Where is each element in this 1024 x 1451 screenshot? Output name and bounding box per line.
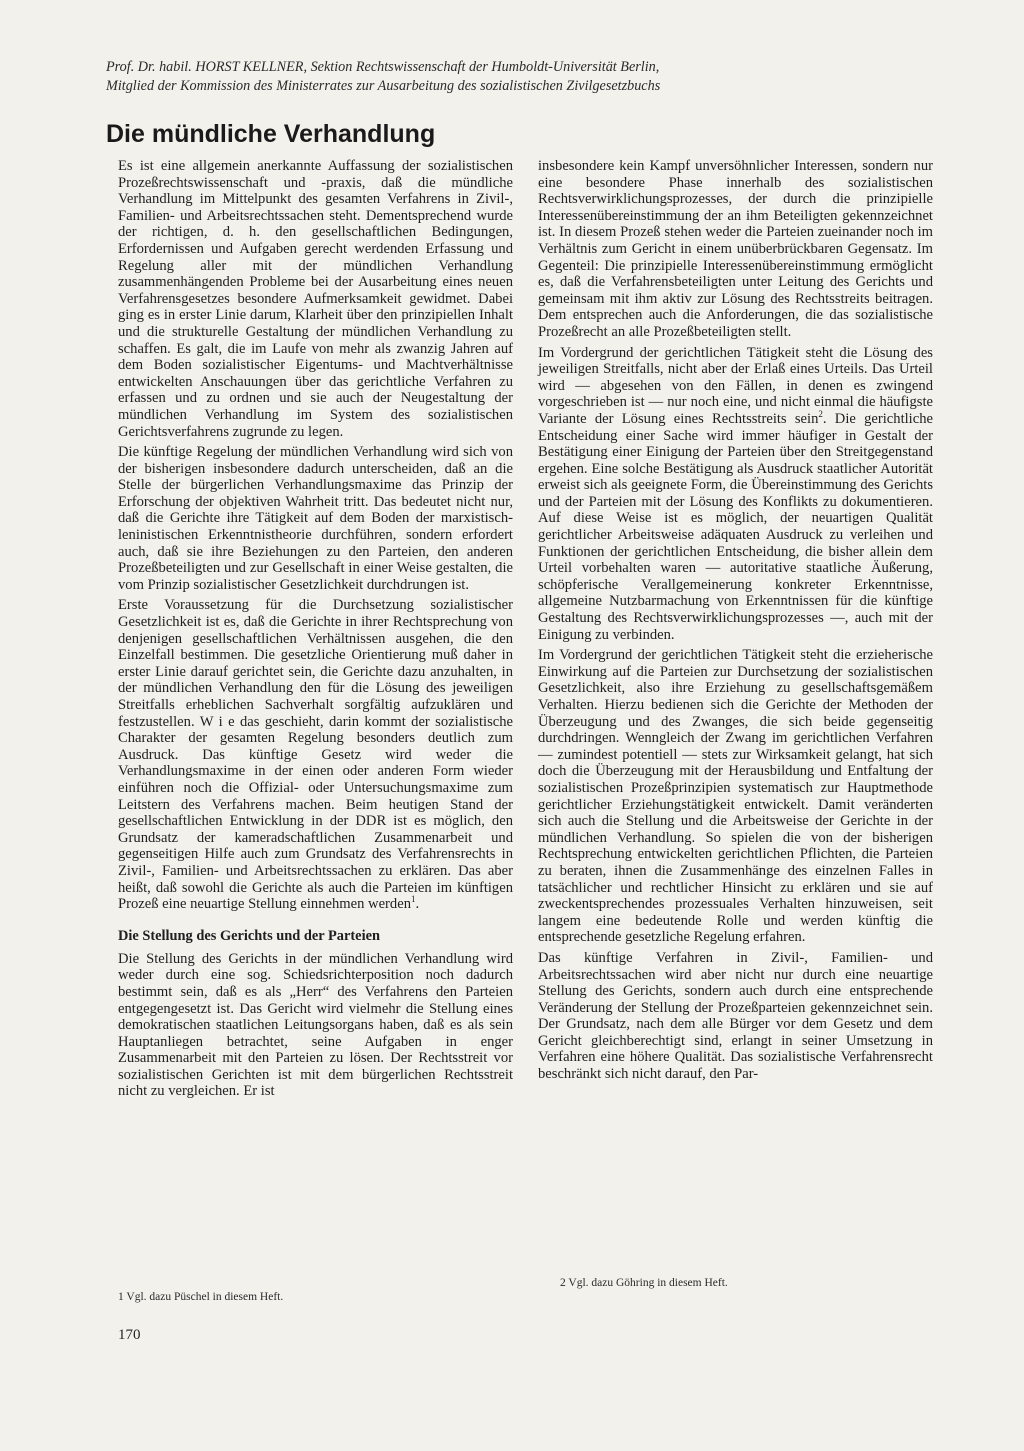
footnote-1: 1 Vgl. dazu Püschel in diesem Heft.	[118, 1291, 284, 1303]
left-column	[118, 158, 513, 1104]
author-line-1: Prof. Dr. habil. HORST KELLNER, Sektion Rechtswissenschaft der Humboldt-Universität Berlin,	[106, 59, 660, 75]
right-column	[538, 158, 933, 1087]
paragraph	[538, 345, 933, 644]
paragraph: Es ist eine allgemein anerkannte Auffassung der sozialistischen Prozeßrechtswissenschaft und -praxis, daß die mündliche Verhandlung im Mittelpunkt des gesamten Verfahrens in Zivil-, Familien- und Arbeitsrechtssachen steht. Dementsprechend wurde der richtigen, d. h. den gesellschaftlichen Bedingungen, Erfordernissen und Aufgaben gerecht werdenden Erfassung und Regelung aller mit der mündlichen Verhandlung zusammenhängenden Probleme bei der Ausarbeitung eines neuen Verfahrensgesetzes besondere Aufmerksamkeit gewidmet. Dabei ging es in erster Linie darum, Klarheit über den prinzipiellen Inhalt und die strukturelle Gestaltung der mündlichen Verhandlung zu schaffen. Es galt, die im Laufe von mehr als zwanzig Jahren auf dem Boden sozialistischer Eigentums- und Machtverhältnisse entwickelten Anschauungen über das gerichtliche Verfahren zu erfassen und zu ordnen und sie auch der Neugestaltung der mündlichen Verhandlung im System des sozialistischen Gerichtsverfahrens zugrunde zu legen.	[118, 158, 513, 440]
article-title: Die mündliche Verhandlung	[106, 120, 436, 148]
paragraph-text: . Die gerichtliche Entscheidung einer Sache wird immer häufiger in Gestalt der Bestätigung einer Einigung der Parteien über den Streitgegenstand ergehen. Eine solche Bestätigung als Ausdruck staatlicher Autorität erweist sich als geeignete Form, die Übereinstimmung des Gerichts und der Parteien mit der Lösung des Konflikts zu dokumentieren. Auf diese Weise ist es möglich, der neuartigen Qualität gerichtlicher Arbeitsweise adäquaten Ausdruck zu verleihen und Funktionen der gerichtlichen Entscheidung, die bisher allein dem Urteil vorbehalten waren — autoritative staatliche Äußerung, schöpferische Verallgemeinerung konkreter Erkenntnisse, allgemeine Nutzbarmachung von Erkenntnissen für die künftige Gestaltung des Rechtsverwirklichungsprozesses —, auch mit der Einigung zu verbinden.	[538, 410, 933, 643]
footnote-2: 2 Vgl. dazu Göhring in diesem Heft.	[560, 1277, 728, 1289]
paragraph-text: Im Vordergrund der gerichtlichen Tätigkeit steht die Lösung des jeweiligen Streitfalls, nicht aber der Erlaß eines Urteils. Das Urteil wird — abgesehen von den Fällen, in denen es zwingend vorgeschrieben ist — nur noch eine, und nicht einmal die häufigste Variante der Lösung eines Rechtsstreits sein	[538, 344, 933, 427]
author-line	[106, 58, 826, 96]
author-line-2: Mitglied der Kommission des Ministerrates zur Ausarbeitung des sozialistischen Zivilgesetzbuchs	[106, 78, 661, 94]
paragraph: insbesondere kein Kampf unversöhnlicher Interessen, sondern nur eine besondere Phase innerhalb des sozialistischen Rechtsverwirklichungsprozesses, der durch die prinzipielle Interessenübereinstimmung der an ihm Beteiligten gekennzeichnet ist. In diesem Prozeß stehen weder die Parteien zueinander noch im Verhältnis zum Gericht in einem unüberbrückbaren Gegensatz. Im Gegenteil: Die prinzipielle Interessenübereinstimmung ermöglicht es, daß die Verfahrensbeteiligten unter Leitung des Gerichts und gemeinsam mit ihm aktiv zur Lösung des Rechtsstreits beitragen. Dem entsprechen auch die Anforderungen, die das sozialistische Prozeßrecht an alle Prozeßbeteiligten stellt.	[538, 158, 933, 340]
section-heading: Die Stellung des Gerichts und der Parteien	[118, 927, 380, 944]
paragraph: Die Stellung des Gerichts in der mündlichen Verhandlung wird weder durch eine sog. Schiedsrichterposition noch dadurch bestimmt sein, daß es als „Herr“ des Verfahrens den Parteien entgegengesetzt ist. Das Gericht wird vielmehr die Stellung eines demokratischen staatlichen Leitungsorgans haben, daß es als sein Hauptanliegen betrachtet, seine Aufgaben in enger Zusammenarbeit mit den Parteien zu lösen. Der Rechtsstreit vor sozialistischen Gerichten ist mit dem bürgerlichen Rechtsstreit nicht zu vergleichen. Er ist	[118, 950, 513, 1100]
paragraph-text: Erste Voraussetzung für die Durchsetzung sozialistischer Gesetzlichkeit ist es, daß die Gerichte in ihrer Rechtsprechung von denjenigen gesellschaftlichen Verhältnissen ausgehen, die den Einzelfall bestimmen. Die gesetzliche Orientierung muß daher in erster Linie darauf gerichtet sein, die Gerichte dazu anzuhalten, in der mündlichen Verhandlung den für die Lösung des jeweiligen Streitfalls erheblichen Sachverhalt sorgfältig aufzuklären und festzustellen. W i e das geschieht, darin kommt der sozialistische Charakter der gesamten Regelung besonders deutlich zum Ausdruck. Das künftige Gesetz wird weder die Verhandlungsmaxime in der einen oder anderen Form wieder einführen noch die Offizial- oder Untersuchungsmaxime zum Leitstern des Verfahrens machen. Beim heutigen Stand der gesellschaftlichen Entwicklung in der DDR ist es möglich, den Grundsatz der kameradschaftlichen Zusammenarbeit und gegenseitigen Hilfe auch zum Grundsatz des Verfahrensrechts in Zivil-, Familien- und Arbeitsrechtssachen zu erklären. Das aber heißt, daß sowohl die Gerichte als auch die Parteien im künftigen Prozeß eine neuartige Stellung einnehmen werden	[118, 597, 513, 913]
footnote-ref: 2	[818, 409, 823, 420]
paragraph: Die künftige Regelung der mündlichen Verhandlung wird sich von der bisherigen insbesondere dadurch unterscheiden, daß an die Stelle der bürgerlichen Verhandlungsmaxime das Prinzip der Erforschung der objektiven Wahrheit tritt. Das bedeutet nicht nur, daß die Gerichte ihre Tätigkeit auf dem Boden der marxistisch-leninistischen Erkenntnistheorie durchführen, sondern erfordert auch, daß sie ihre Beziehungen zu den Parteien, den anderen Prozeßbeteiligten und zur Gesellschaft in einer Weise gestalten, die vom Prinzip sozialistischer Gesetzlichkeit durchdrungen ist.	[118, 444, 513, 593]
footnote-ref: 1	[411, 894, 416, 905]
paragraph: Erste Voraussetzung für die Durchsetzung sozialistischer Gesetzlichkeit ist es, daß die Gerichte in ihrer Rechtsprechung von denjenigen gesellschaftlichen Verhältnissen ausgehen, die den Einzelfall bestimmen. Die gesetzliche Orientierung muß daher in erster Linie darauf gerichtet sein, die Gerichte dazu anzuhalten, in der mündlichen Verhandlung den für die Lösung des jeweiligen Streitfalls erheblichen Sachverhalt sorgfältig aufzuklären und festzustellen. W i e das geschieht, darin kommt der sozialistische Charakter der gesamten Regelung besonders deutlich zum Ausdruck. Das künftige Gesetz wird weder die Verhandlungsmaxime in der einen oder anderen Form wieder einführen noch die Offizial- oder Untersuchungsmaxime zum Leitstern des Verfahrens machen. Beim heutigen Stand der gesellschaftlichen Entwicklung in der DDR ist es möglich, den Grundsatz der kameradschaftlichen Zusammenarbeit und gegenseitigen Hilfe auch zum Grundsatz des Verfahrensrechts in Zivil-, Familien- und Arbeitsrechtssachen zu erklären. Das aber heißt, daß sowohl die Gerichte als auch die Parteien im künftigen Prozeß eine neuartige Stellung einnehmen werden$^1$.	[118, 597, 513, 913]
paragraph: Im Vordergrund der gerichtlichen Tätigkeit steht die erzieherische Einwirkung auf die Parteien zur Durchsetzung der sozialistischen Gesetzlichkeit, also ihre Erziehung zu gesellschaftsgemäßem Verhalten. Hierzu bedienen sich die Gerichte der Methoden der Überzeugung und des Zwanges, die sich beide gegenseitig durchdringen. Wenngleich der Zwang im gerichtlichen Verfahren — zumindest potentiell — stets zur Wirksamkeit gelangt, hat sich doch die Überzeugung mit der Herausbildung und Entfaltung der sozialistischen Prozeßprinzipien systematisch zur Hauptmethode gerichtlicher Erziehungstätigkeit entwickelt. Damit veränderten sich auch die Stellung und die Arbeitsweise der Gerichte in der mündlichen Verhandlung. So spielen die von der bisherigen Rechtsprechung entwickelten gerichtlichen Pflichten, die Parteien zu beraten, ihnen die Zusammenhänge des einzelnen Falles in tatsächlicher und rechtlicher Hinsicht zu erklären und sie auf zweckentsprechendes prozessuales Verhalten hinzuweisen, seit langem eine bedeutende Rolle und werden künftig die entsprechende gesetzliche Regelung erfahren.	[538, 647, 933, 946]
page-number: 170	[118, 1327, 141, 1343]
paragraph: Das künftige Verfahren in Zivil-, Familien- und Arbeitsrechtssachen wird aber nicht nur durch eine neuartige Stellung des Gerichts, sondern auch durch eine entsprechende Veränderung der Stellung der Prozeßparteien gekennzeichnet sein. Der Grundsatz, nach dem alle Bürger vor dem Gesetz und dem Gericht gleichberechtigt sind, erlangt in seiner Umsetzung in Verfahren eine höhere Qualität. Das sozialistische Verfahrensrecht beschränkt sich nicht darauf, den Par-	[538, 949, 933, 1083]
